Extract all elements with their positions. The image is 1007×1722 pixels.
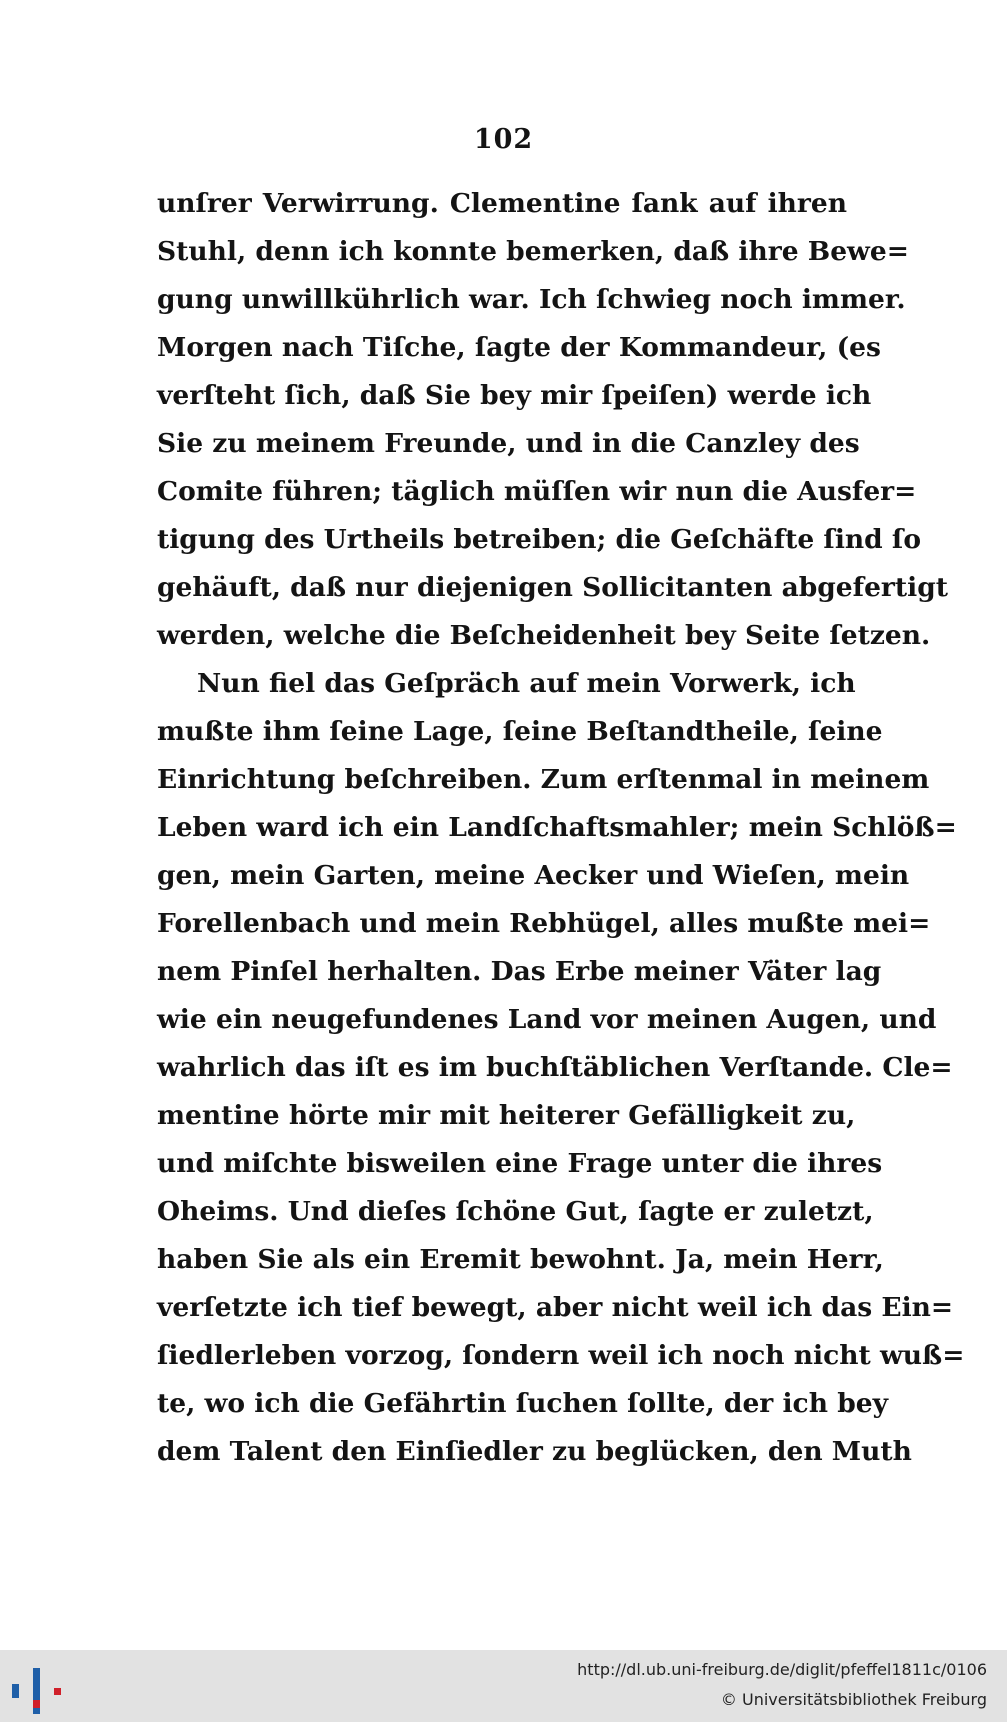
footer-bar: [0, 1650, 1007, 1722]
text-line: Comite führen; täglich müſſen wir nun die Ausfer=: [157, 476, 917, 507]
text-line: unſrer Verwirrung. Clementine ſank auf ihren: [157, 188, 847, 219]
text-line: Stuhl, denn ich konnte bemerken, daß ihre Bewe=: [157, 236, 909, 267]
logo-bar-center-red: [33, 1700, 40, 1708]
text-line: dem Talent den Einſiedler zu beglücken, den Muth: [157, 1436, 912, 1467]
text-line: Leben ward ich ein Landſchaftsmahler; mein Schlöß=: [157, 812, 957, 843]
text-line: mentine hörte mir mit heiterer Gefälligkeit zu,: [157, 1100, 856, 1131]
text-line: verſteht ſich, daß Sie bey mir ſpeiſen) werde ich: [157, 380, 872, 411]
copyright-text: © Universitätsbibliothek Freiburg: [720, 1690, 987, 1709]
text-line: ſiedlerleben vorzog, ſondern weil ich noch nicht wuß=: [157, 1340, 965, 1371]
text-line: te, wo ich die Gefährtin ſuchen ſollte, der ich bey: [157, 1388, 888, 1419]
source-url-link[interactable]: http://dl.ub.uni-freiburg.de/diglit/pfeffel1811c/0106: [577, 1660, 987, 1679]
logo-bar-right: [54, 1688, 61, 1695]
paragraph-start-line: Nun fiel das Geſpräch auf mein Vorwerk, ich: [197, 668, 856, 699]
logo-bar-left: [12, 1684, 19, 1698]
text-line: werden, welche die Beſcheidenheit bey Seite ſetzen.: [157, 620, 931, 651]
text-line: nem Pinſel herhalten. Das Erbe meiner Väter lag: [157, 956, 882, 987]
text-line: Einrichtung beſchreiben. Zum erſtenmal in meinem: [157, 764, 930, 795]
text-line: verſetzte ich tief bewegt, aber nicht weil ich das Ein=: [157, 1292, 954, 1323]
text-line: tigung des Urtheils betreiben; die Geſchäfte ſind ſo: [157, 524, 921, 555]
text-line: Oheims. Und dieſes ſchöne Gut, ſagte er zuletzt,: [157, 1196, 874, 1227]
text-line: wahrlich das iſt es im buchſtäblichen Verſtande. Cle=: [157, 1052, 953, 1083]
text-line: gung unwillkührlich war. Ich ſchwieg noch immer.: [157, 284, 906, 315]
text-line: Sie zu meinem Freunde, und in die Canzley des: [157, 428, 860, 459]
text-line: gehäuft, daß nur diejenigen Sollicitanten abgefertigt: [157, 572, 948, 603]
text-line: gen, mein Garten, meine Aecker und Wieſen, mein: [157, 860, 910, 891]
text-line: haben Sie als ein Eremit bewohnt. Ja, mein Herr,: [157, 1244, 884, 1275]
text-line: mußte ihm ſeine Lage, ſeine Beſtandtheile, ſeine: [157, 716, 883, 747]
text-line: und miſchte bisweilen eine Frage unter die ihres: [157, 1148, 883, 1179]
text-line: Forellenbach und mein Rebhügel, alles mußte mei=: [157, 908, 931, 939]
text-line: wie ein neugefundenes Land vor meinen Augen, und: [157, 1004, 937, 1035]
library-logo-icon: [8, 1664, 66, 1716]
text-line: Morgen nach Tiſche, ſagte der Kommandeur, (es: [157, 332, 881, 363]
page-number: 102: [473, 124, 534, 155]
body-text: [157, 180, 965, 1476]
